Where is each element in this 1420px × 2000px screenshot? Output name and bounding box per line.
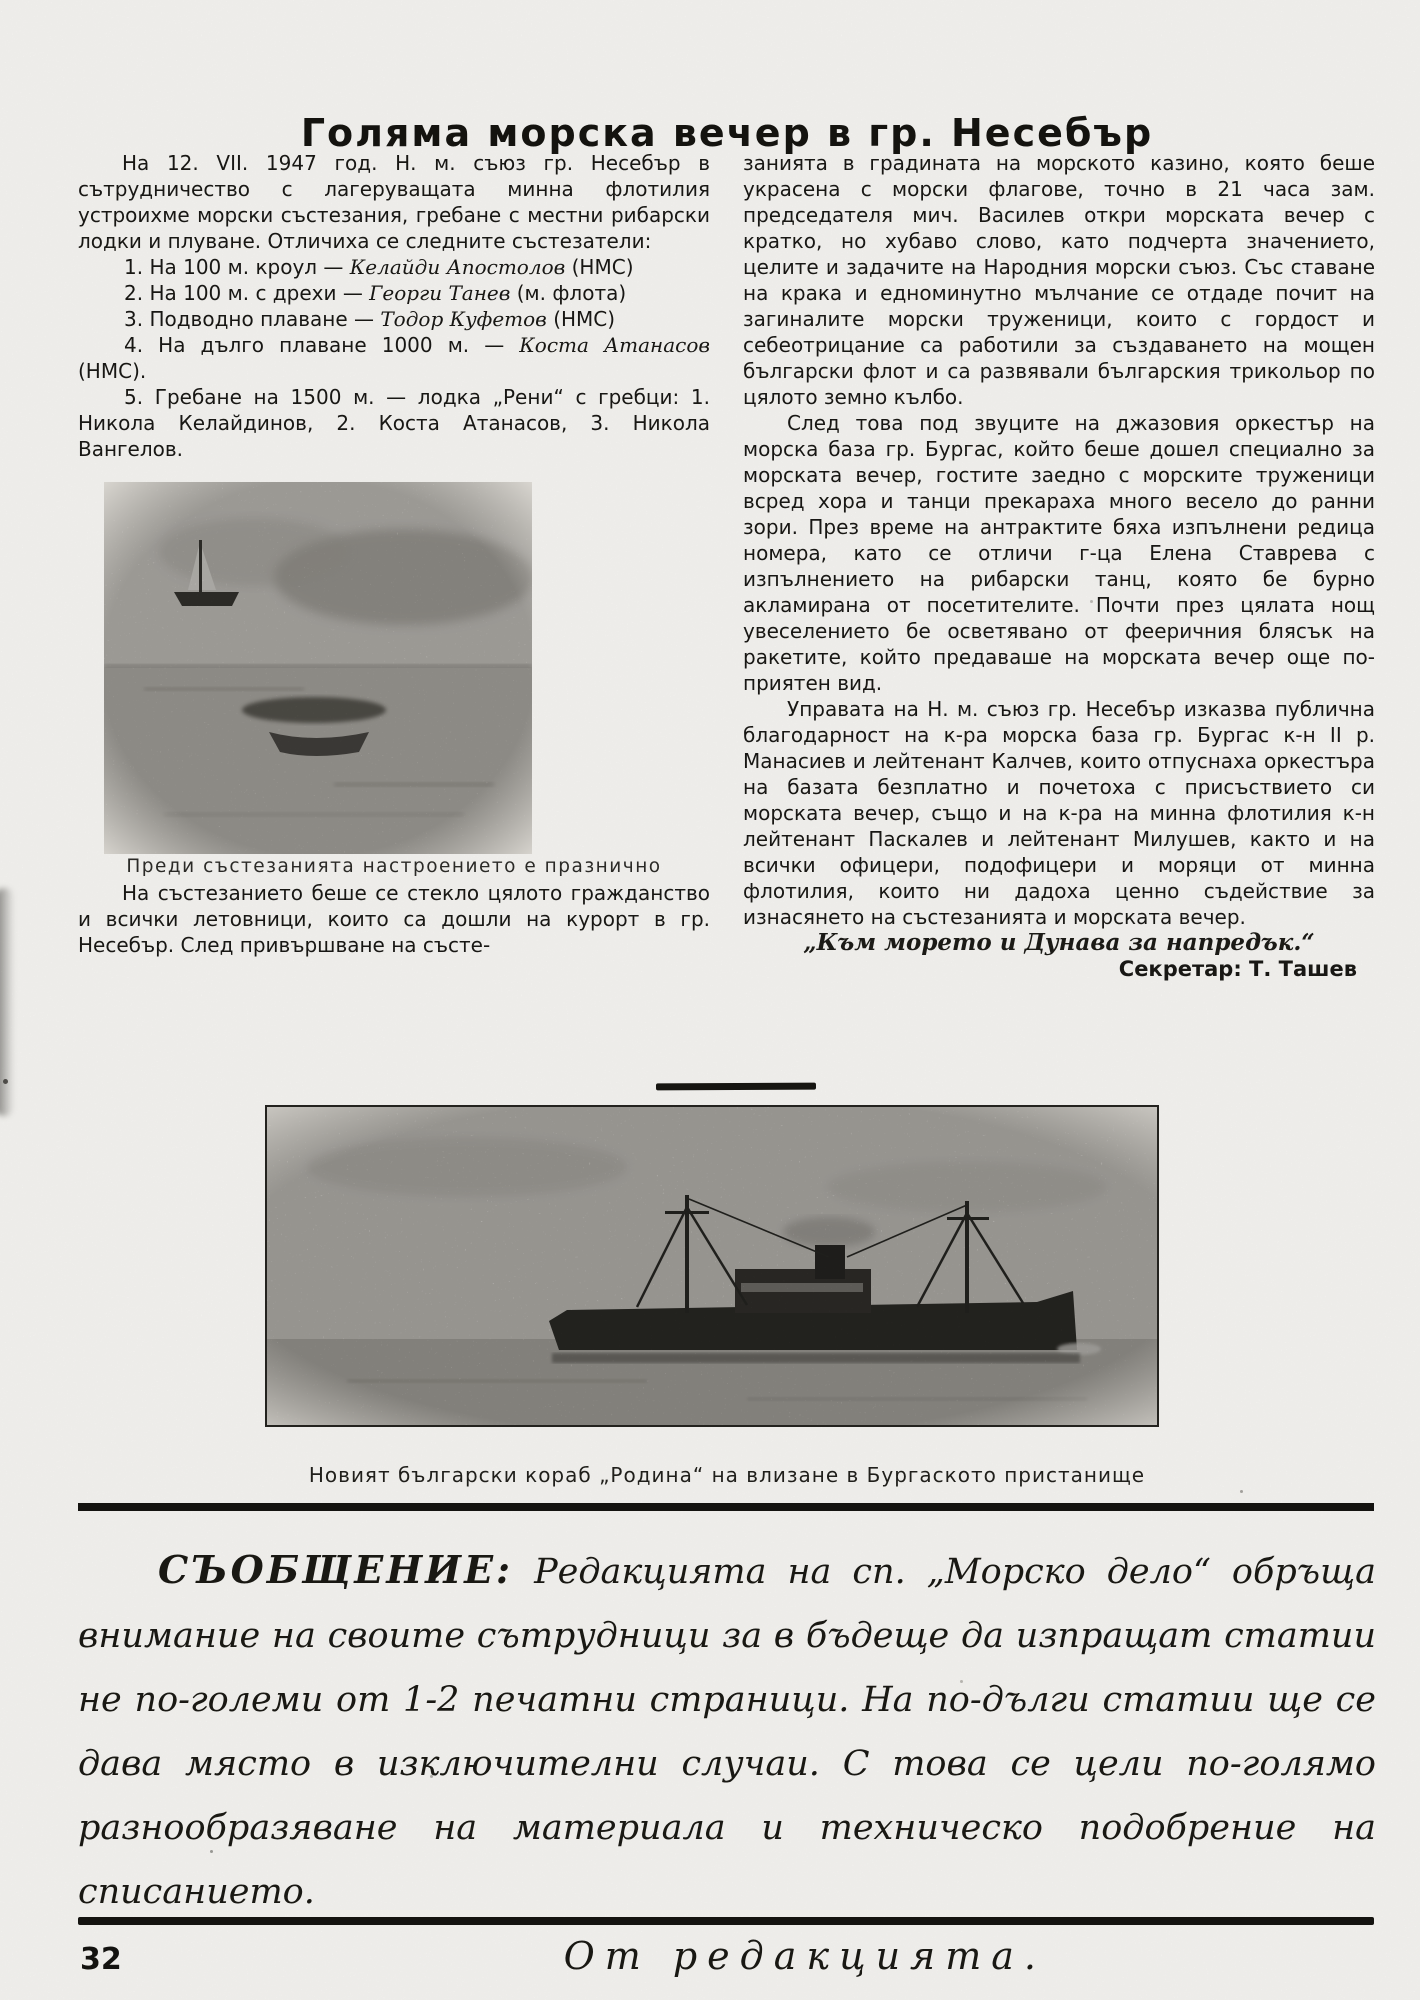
left-closing-paragraph: На състезанието беше се стекло цялото гражданство и всички летовници, които са дошли на курорт в гр. Несебър. След привършване на състе- — [78, 881, 710, 957]
item-name: Тодор Куфетов — [380, 307, 547, 331]
item-label: На дълго плаване 1000 м. — — [158, 333, 505, 357]
right-column — [743, 150, 1375, 982]
announcement-signature: От редакцията. — [563, 1934, 1046, 1978]
list-item — [78, 332, 710, 384]
item-number: 3. — [124, 307, 144, 331]
intro-paragraph: На 12. VII. 1947 год. Н. м. съюз гр. Несебър в сътрудничество с лагеруващата минна флотилия устроихме морски състезания, гребане с местни рибарски лодки и плуване. Отличиха се следните състезатели: — [78, 151, 710, 253]
gratitude-paragraph: Управата на Н. м. съюз гр. Несебър изказва публична благодарност на к-ра морска база гр. Бургас к-н II р. Манасиев и лейтенант Калчев, които отпуснаха оркестъра на базата безплатно и почетоха с присъствието си морската вечер, също и на к-ра на минна флотилия к-н лейтенант Паскалев и лейтенант Милушев, както и на всички офицери, подофицери и моряци от минна флотилия, които ни дадоха ценно съдействие за изнасянето на състезанията и морската вечер. — [743, 697, 1375, 929]
scan-smudge — [0, 888, 14, 1116]
item-number: 4. — [124, 333, 144, 357]
ship-photo-caption: Новият български кораб „Родина“ на влизане в Бургаското пристанище — [308, 1463, 1146, 1487]
item-number: 5. — [124, 385, 144, 409]
ship-photo — [265, 1105, 1159, 1427]
item-name: Георги Танев — [369, 281, 511, 305]
item-name: Келайди Апостолов — [349, 255, 566, 279]
item-name: Коста Атанасов — [519, 333, 710, 357]
section-divider-rule — [656, 1083, 816, 1091]
ship-rodina-image — [267, 1107, 1157, 1425]
announcement-text — [78, 1538, 1376, 1924]
item-label: Гребане на 1500 м. — лодка „Рени“ с гребци: 1. Никола Келайдинов, 2. Коста Атанасов, 3. Никола Вангелов. — [78, 385, 710, 461]
regatta-photo — [104, 482, 532, 854]
announcement-lead: СЪОБЩЕНИЕ: — [158, 1547, 514, 1592]
footer-rule — [78, 1917, 1374, 1925]
item-number: 1. — [124, 255, 144, 279]
union-motto: „Към морето и Дунава за напредък.“ — [803, 929, 1315, 956]
results-list — [78, 254, 710, 462]
list-item — [78, 280, 710, 306]
sea-scene-image — [104, 482, 532, 854]
list-item — [78, 384, 710, 462]
continuation-paragraph: занията в градината на морското казино, която беше украсена с морски флагове, точно в 21 часа зам. председателя мич. Василев откри морската вечер с кратко, но хубаво слово, като подчерта значението, целите и задачите на Народния морски съюз. Със ставане на крака и едноминутно мълчание се отдаде почит на загиналите морски труженици, които с гордост и себеотрицание са работили за създаването на мощен български флот и са развявали българския трикольор по цялото земно кълбо. — [743, 151, 1375, 409]
item-org: (НМС) — [571, 255, 634, 279]
scan-speckles — [0, 0, 3, 3]
item-label: Подводно плаване — — [149, 307, 374, 331]
list-item — [78, 306, 710, 332]
announcement-top-rule — [78, 1503, 1374, 1511]
item-label: На 100 м. с дрехи — — [149, 281, 363, 305]
article-body — [78, 150, 1376, 982]
secretary-signature: Секретар: Т. Ташев — [1118, 957, 1357, 981]
item-org: (НМС) — [553, 307, 616, 331]
item-org: (НМС). — [78, 359, 147, 383]
list-item — [78, 254, 710, 280]
item-number: 2. — [124, 281, 144, 305]
evening-paragraph: След това под звуците на джазовия оркестър на морска база гр. Бургас, който беше дошел специално за морската вечер, гостите заедно с морските труженици всред хора и танци прекараха много весело до ранни зори. През време на антрактите бяха изпълнени редица номера, като се отличи г-ца Елена Ставрева с изпълнението на рибарски танц, която бе бурно акламирана от посетителите. Почти през цялата нощ увеселението бе осветявано от фееричния блясък на ракетите, който предаваше на морската вечер още по-приятен вид. — [743, 411, 1375, 695]
page-number: 32 — [80, 1942, 122, 1977]
article-title: Голяма морска вечер в гр. Несебър — [300, 111, 1154, 156]
item-label: На 100 м. кроул — — [149, 255, 344, 279]
left-column — [78, 150, 710, 982]
regatta-photo-caption: Преди състезанията настроението е празнично — [126, 856, 662, 877]
item-org: (м. флота) — [516, 281, 627, 305]
announcement-body: Редакцията на сп. „Морско дело“ обръща внимание на своите сътрудници за в бъдеще да изпращат статии не по-големи от 1-2 печатни страници. На по-дълги статии ще се дава място в изключителни случаи. С това се цели по-голямо разнообразяване на материала и техническо подобрение на списанието. — [78, 1552, 1376, 1912]
